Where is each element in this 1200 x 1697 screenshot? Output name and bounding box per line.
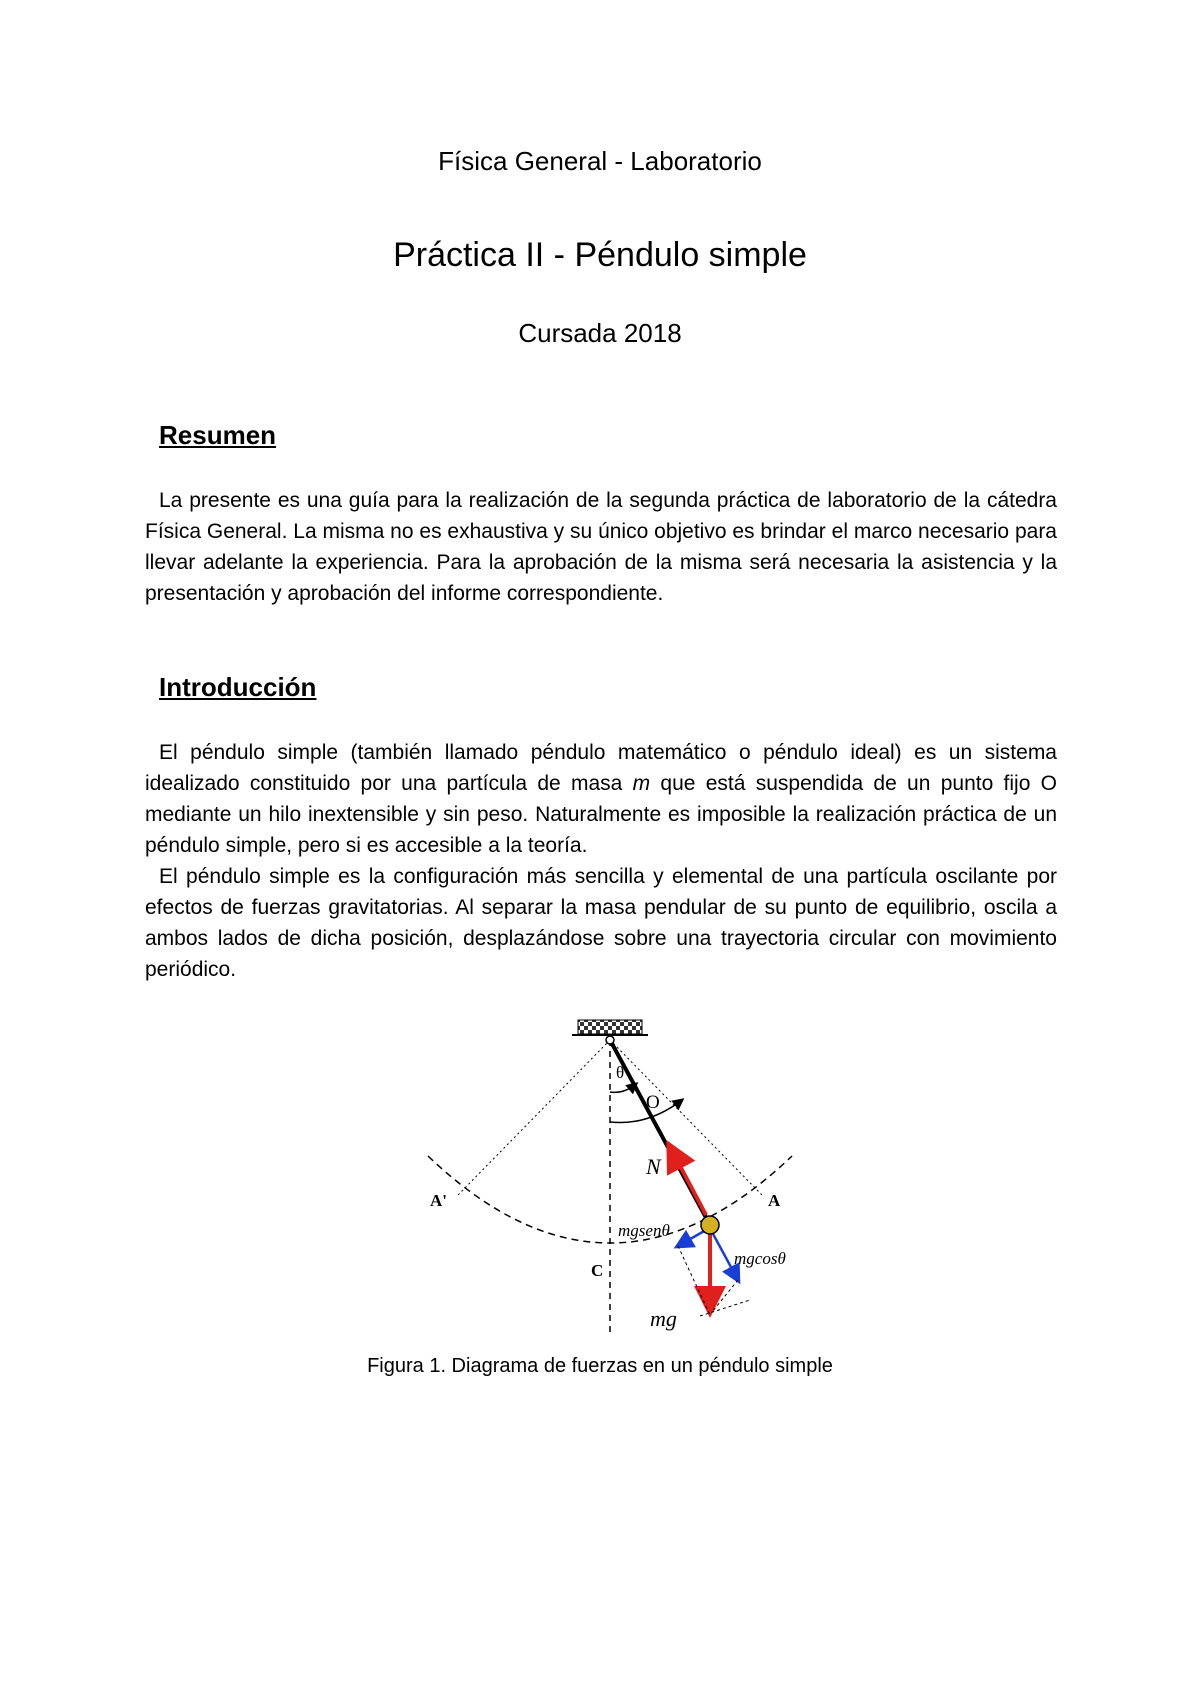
- intro-p1-after: que está suspendida de un punto fijo O mediante un hilo inextensible y sin peso. Naturalmente es imposible la realización práctica de un péndulo simple, pero si es accesible a la teoría.: [145, 772, 1058, 857]
- label-origin: O: [646, 1092, 660, 1113]
- intro-paragraph-2: El péndulo simple es la configuración más sencilla y elemental de una partícula oscilante por efectos de fuerzas gravitatorias. Al separar la masa pendular de su punto de equilibrio, oscila a ambos lados de dicha posición, desplazándose sobre una trayectoria circular con movimiento periódico.: [145, 865, 1057, 981]
- normal-force-arrow: [670, 1147, 706, 1215]
- practice-title: Práctica II - Péndulo simple: [393, 236, 807, 274]
- intro-paragraph-1: [145, 737, 1057, 861]
- construction-line-1: [678, 1246, 710, 1315]
- label-theta: θ: [616, 1063, 625, 1082]
- theta-arc: [610, 1084, 636, 1092]
- introduccion-heading: Introducción: [159, 672, 317, 702]
- pivot-point: [606, 1036, 614, 1044]
- ceiling-support: [578, 1020, 642, 1034]
- construction-line-3: [700, 1300, 750, 1316]
- dotted-line-a-prime: [458, 1040, 610, 1195]
- construction-line-2: [712, 1280, 738, 1312]
- label-normal: N: [646, 1154, 661, 1179]
- dotted-line-a: [610, 1040, 762, 1195]
- label-mg: mg: [650, 1306, 677, 1331]
- figure-caption: Figura 1. Diagrama de fuerzas en un péndulo simple: [367, 1355, 833, 1377]
- resumen-paragraph: La presente es una guía para la realización de la segunda práctica de laboratorio de la cátedra Física General. La misma no es exhaustiva y su único objetivo es brindar el marco necesario para llevar adelante la experiencia. Para la aprobación de la misma será necesaria la asistencia y la presentación y aprobación del informe correspondiente.: [145, 489, 1057, 605]
- pendulum-bob: [701, 1216, 719, 1234]
- resumen-heading: Resumen: [159, 420, 277, 450]
- label-a: A: [768, 1191, 781, 1210]
- mass-variable: m: [632, 772, 651, 795]
- pendulum-diagram: [400, 1010, 820, 1340]
- label-c: C: [591, 1261, 604, 1280]
- course-title: Física General - Laboratorio: [438, 146, 762, 176]
- tangential-component-arrow: [678, 1230, 706, 1246]
- label-a-prime: A': [430, 1191, 447, 1210]
- label-mgsen: mgsenθ: [618, 1221, 670, 1240]
- intro-p1-before: El péndulo simple (también llamado péndulo matemático o péndulo ideal) es un sistema idealizado constituido por una partícula de masa: [145, 741, 1057, 795]
- course-year: Cursada 2018: [518, 318, 682, 348]
- label-mgcos: mgcosθ: [734, 1249, 786, 1268]
